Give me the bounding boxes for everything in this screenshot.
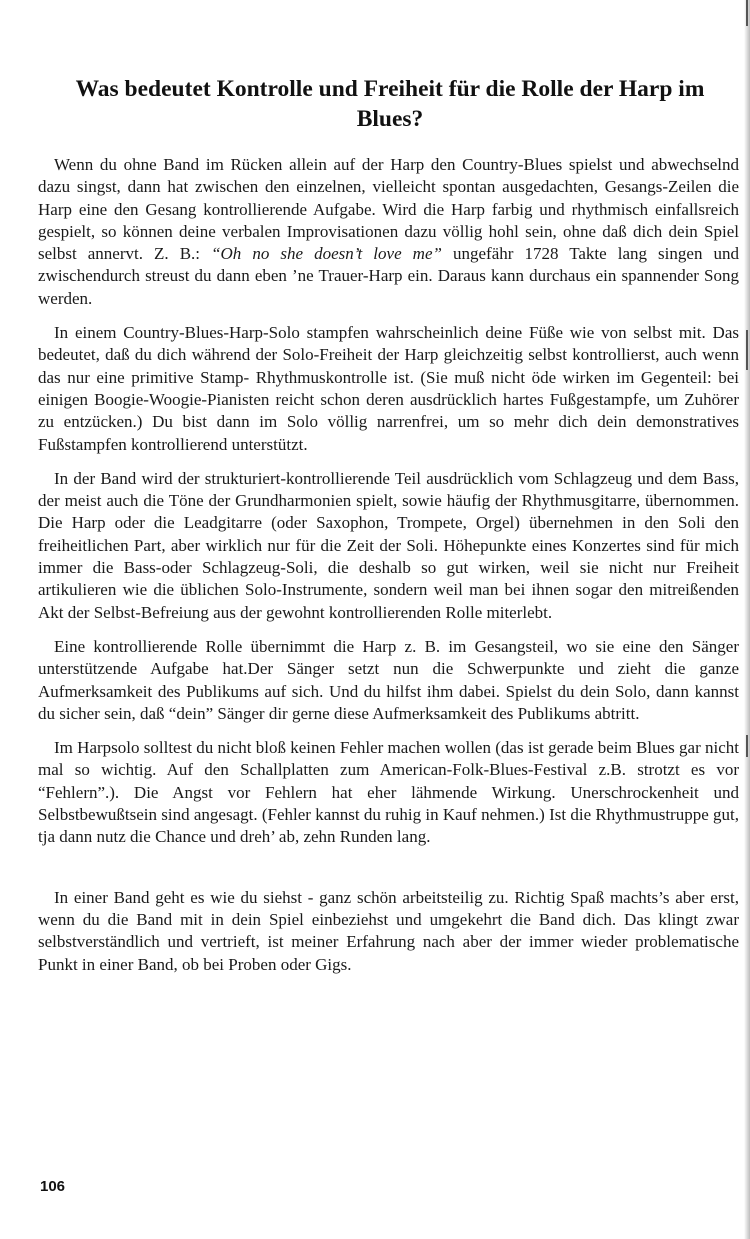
body-text	[38, 154, 739, 976]
page-edge-mark	[746, 330, 748, 370]
paragraph-6: In einer Band geht es wie du siehst - ganz schön arbeitsteilig zu. Richtig Spaß machts’s aber erst, wenn du die Band mit in dein Spiel einbeziehst und umgekehrt die Band dich. Das klingt zwar selbstverständlich und vertrieft, ist meiner Erfahrung nach aber der immer wieder problematische Punkt in einer Band, ob bei Proben oder Gigs.	[38, 887, 739, 974]
page-edge-shadow	[744, 0, 750, 1239]
song-title-quote: “Oh no she doesn’t love me”	[211, 244, 442, 264]
page-edge-mark	[746, 0, 748, 26]
page-number: 106	[40, 1178, 66, 1195]
paragraph-1	[38, 154, 739, 310]
paragraph-3: In der Band wird der strukturiert-kontrollierende Teil ausdrücklich vom Schlagzeug und dem Bass, der meist auch die Töne der Grundharmonien spielt, sowie häufig der Rhythmusgitarre, übernommen. Die Harp oder die Leadgitarre (oder Saxophon, Trompete, Orgel) übernehmen in den Soli den freiheitlichen Part, aber wirklich nur für die Zeit der Soli. Höhepunkte eines Konzertes sind für mich immer die Bass-oder Schlagzeug-Soli, die deshalb so gut wirken, weil sie nicht nur Freiheit artikulieren wie die üblichen Solo-Instrumente, sondern weil man bei ihnen sogar den mitreißenden Akt der Selbst-Befreiung aus der gewohnt kontrollierenden Rolle miterlebt.	[38, 468, 739, 622]
paragraph-1-text-before: Wenn du ohne Band im Rücken allein auf der Harp den Country-Blues spielst und abwechselnd dazu singst, dann hat zwischen den einzelnen, vielleicht spontan ausgedachten, Gesangs-Zeilen die Harp eine den Gesang kontrollierende Aufgabe. Wird die Harp farbig und rhythmisch einfallsreich gespielt, so können deine verbalen Improvisationen dazu völlig hohl sein, ohne daß dich dein Spiel selbst annervt. Z. B.:	[38, 155, 739, 264]
paragraph-4: Eine kontrollierende Rolle übernimmt die Harp z. B. im Gesangsteil, wo sie eine den Sänger unterstützende Aufgabe hat.Der Sänger setzt nun die Schwerpunkte und zieht die ganze Aufmerksamkeit des Publikums auf sich. Und du hilfst ihm dabei. Spielst du dein Solo, dann kannst du sicher sein, daß “dein” Sänger dir gerne diese Aufmerksamkeit des Publikums abtritt.	[38, 636, 739, 723]
paragraph-5: Im Harpsolo solltest du nicht bloß keinen Fehler machen wollen (das ist gerade beim Blues gar nicht mal so wichtig. Auf den Schallplatten zum American-Folk-Blues-Festival z.B. strotzt es vor “Fehlern”.). Die Angst vor Fehlern hat eher lähmende Wirkung. Unerschrockenheit und Selbstbewußtsein sind angesagt. (Fehler kannst du ruhig in Kauf nehmen.) Ist die Rhythmustruppe gut, tja dann nutz die Chance und dreh’ ab, zehn Runden lang.	[38, 738, 739, 847]
paragraph-1-text-after: ungefähr 1728 Takte lang singen und zwischendurch streust du dann eben ’ne Trauer-Harp ein. Daraus kann durchaus ein spannender Song werden.	[38, 244, 739, 308]
page-edge-mark	[746, 735, 748, 757]
section-heading: Was bedeutet Kontrolle und Freiheit für die Rolle der Harp im Blues?	[75, 76, 705, 132]
paragraph-2: In einem Country-Blues-Harp-Solo stampfen wahrscheinlich deine Füße wie von selbst mit. Das bedeutet, daß du dich während der Solo-Freiheit der Harp gleichzeitig selbst kontrollierst, auch wenn das nur eine primitive Stamp- Rhythmuskontrolle ist. (Sie muß nicht öde wirken im Gegenteil: bei einigen Boogie-Woogie-Pianisten reicht schon deren ausdrücklich hartes Fußgestampfe, um Zuhörer zu entzücken.) Du bist dann im Solo völlig narrenfrei, um so mehr dich dein demonstratives Fußstampfen kontrollierend unterstützt.	[38, 323, 739, 454]
